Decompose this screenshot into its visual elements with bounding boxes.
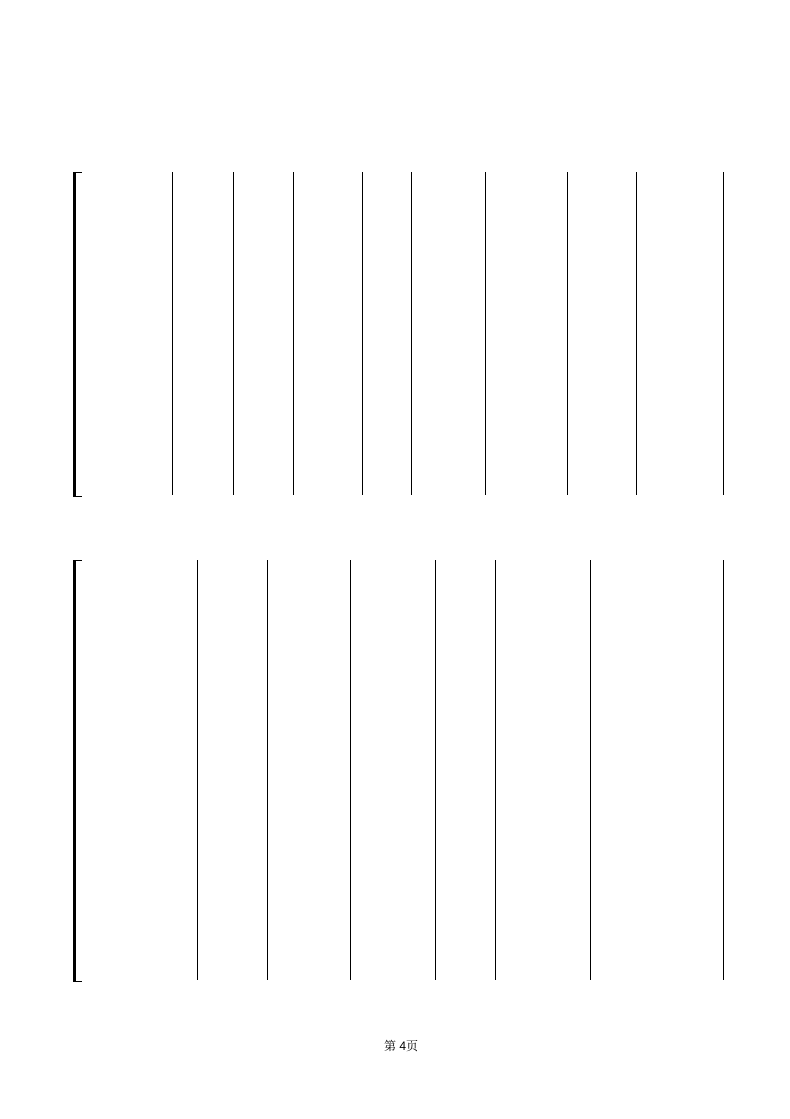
barline [350, 560, 351, 980]
system-2-bracket [73, 560, 82, 982]
barline [267, 560, 268, 980]
page-number: 第 4页 [384, 1039, 419, 1053]
barline [435, 560, 436, 980]
system-1-bracket [73, 172, 82, 497]
barline [293, 172, 294, 495]
barline [567, 172, 568, 495]
barline [495, 560, 496, 980]
barline [233, 172, 234, 495]
barline [723, 172, 724, 495]
barline [411, 172, 412, 495]
barline [723, 560, 724, 980]
barline [636, 172, 637, 495]
barline [197, 560, 198, 980]
barline [485, 172, 486, 495]
barline [590, 560, 591, 980]
barline [172, 172, 173, 495]
barline [362, 172, 363, 495]
